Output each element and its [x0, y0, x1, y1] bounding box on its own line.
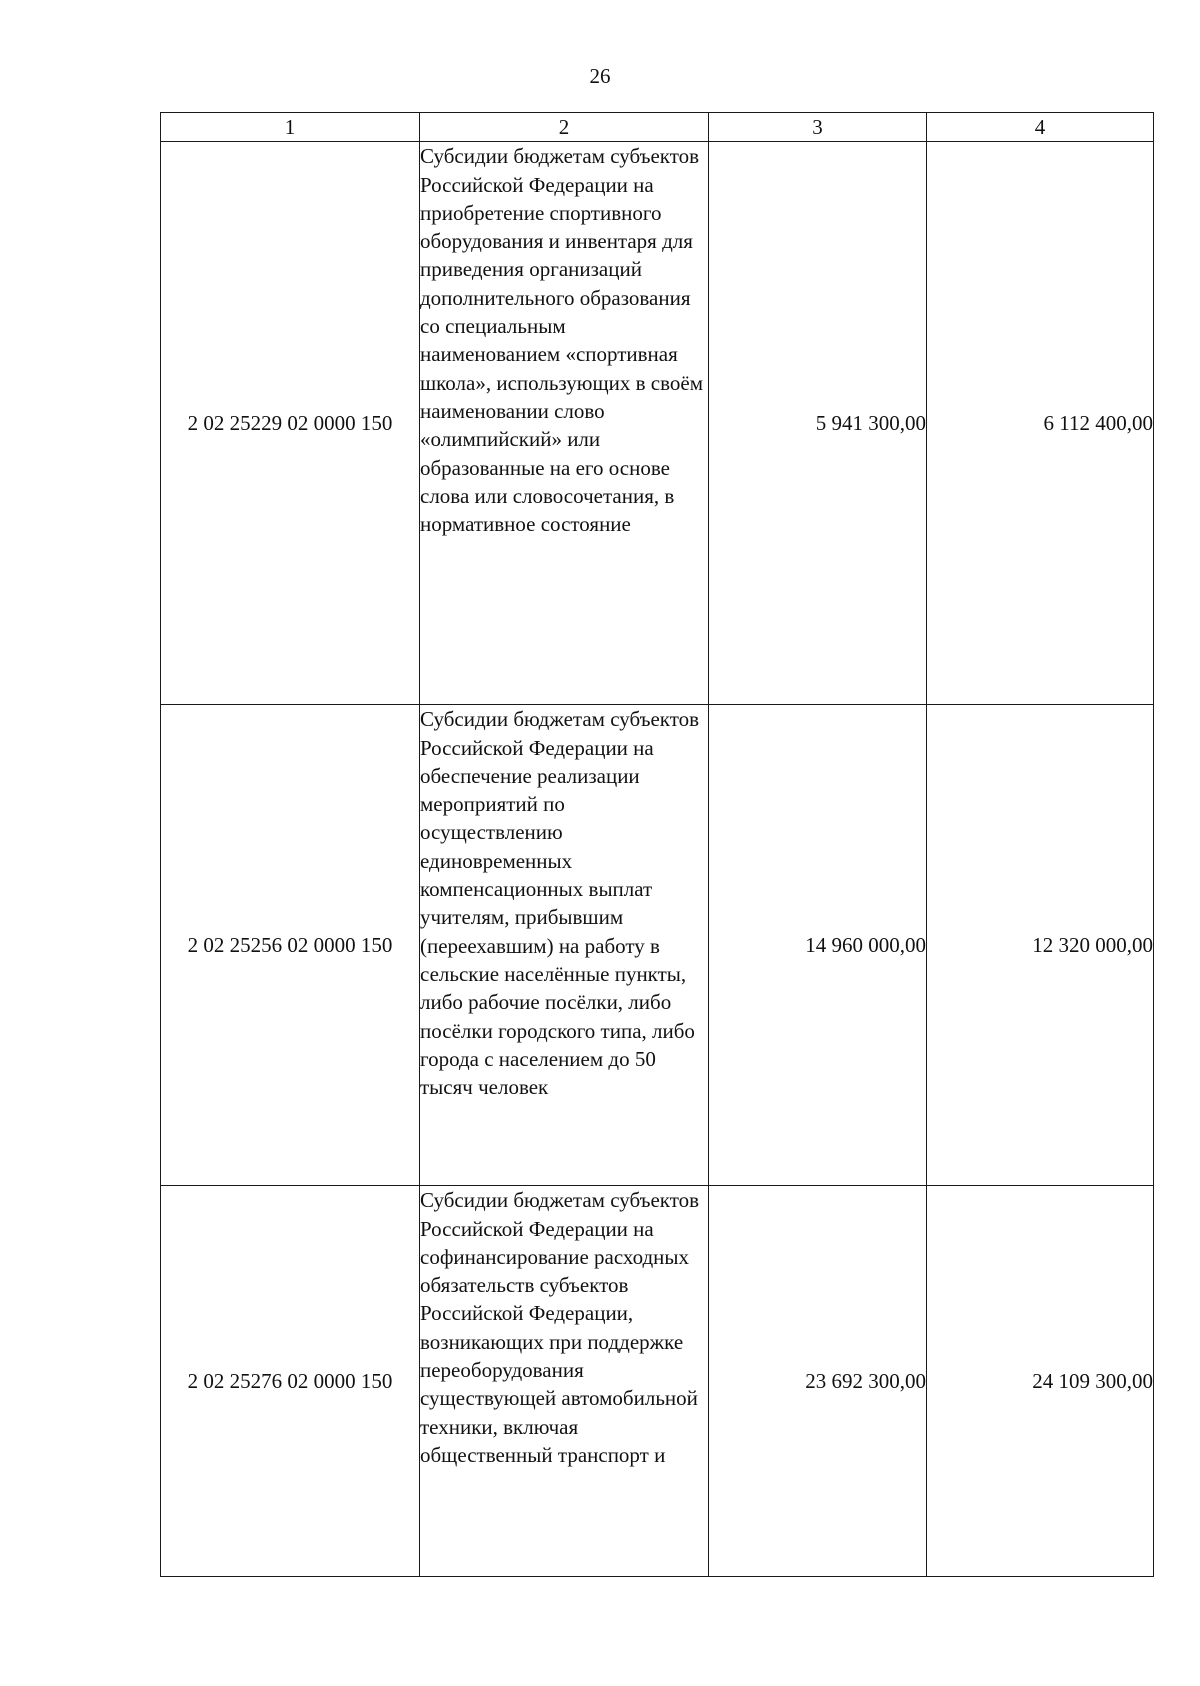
amount-cell-col4: 12 320 000,00	[927, 705, 1154, 1186]
budget-code-cell: 2 02 25256 02 0000 150	[161, 705, 420, 1186]
column-header-1: 1	[161, 113, 420, 142]
subsidy-name-cell	[420, 142, 709, 705]
amount-cell-col4: 24 109 300,00	[927, 1186, 1154, 1577]
subsidy-name-cell	[420, 1186, 709, 1577]
budget-table	[160, 112, 1154, 1577]
column-header-2: 2	[420, 113, 709, 142]
table-header-row	[161, 113, 1154, 142]
amount-cell-col3: 23 692 300,00	[709, 1186, 927, 1577]
subsidy-name-text: Субсидии бюджетам субъектов Российской Федерации на софинансирование расходных обязательств субъектов Российской Федерации, возникающих при поддержке переоборудования существующей автомобильной техники, включая общественный транспорт и	[420, 1188, 700, 1467]
subsidy-name-cell	[420, 705, 709, 1186]
column-header-4: 4	[927, 113, 1154, 142]
amount-cell-col4: 6 112 400,00	[927, 142, 1154, 705]
subsidy-name-text: Субсидии бюджетам субъектов Российской Федерации на обеспечение реализации мероприятий по осуществлению единовременных компенсационных выплат учителям, прибывшим (переехавшим) на работу в сельские населённые пункты, либо рабочие посёлки, либо посёлки городского типа, либо города с населением до 50 тысяч человек	[420, 707, 700, 1100]
subsidy-name-text: Субсидии бюджетам субъектов Российской Федерации на приобретение спортивного оборудования и инвентаря для приведения организаций дополнительного образования со специальным наименованием «спортивная школа», использующих в своём наименовании слово «олимпийский» или образованные на его основе слова или словосочетания, в нормативное состояние	[420, 144, 703, 537]
budget-code-cell: 2 02 25276 02 0000 150	[161, 1186, 420, 1577]
amount-cell-col3: 5 941 300,00	[709, 142, 927, 705]
column-header-3: 3	[709, 113, 927, 142]
table-row	[161, 142, 1154, 705]
budget-code-cell: 2 02 25229 02 0000 150	[161, 142, 420, 705]
amount-cell-col3: 14 960 000,00	[709, 705, 927, 1186]
page-number: 26	[589, 64, 611, 88]
table-row	[161, 705, 1154, 1186]
table-row	[161, 1186, 1154, 1577]
